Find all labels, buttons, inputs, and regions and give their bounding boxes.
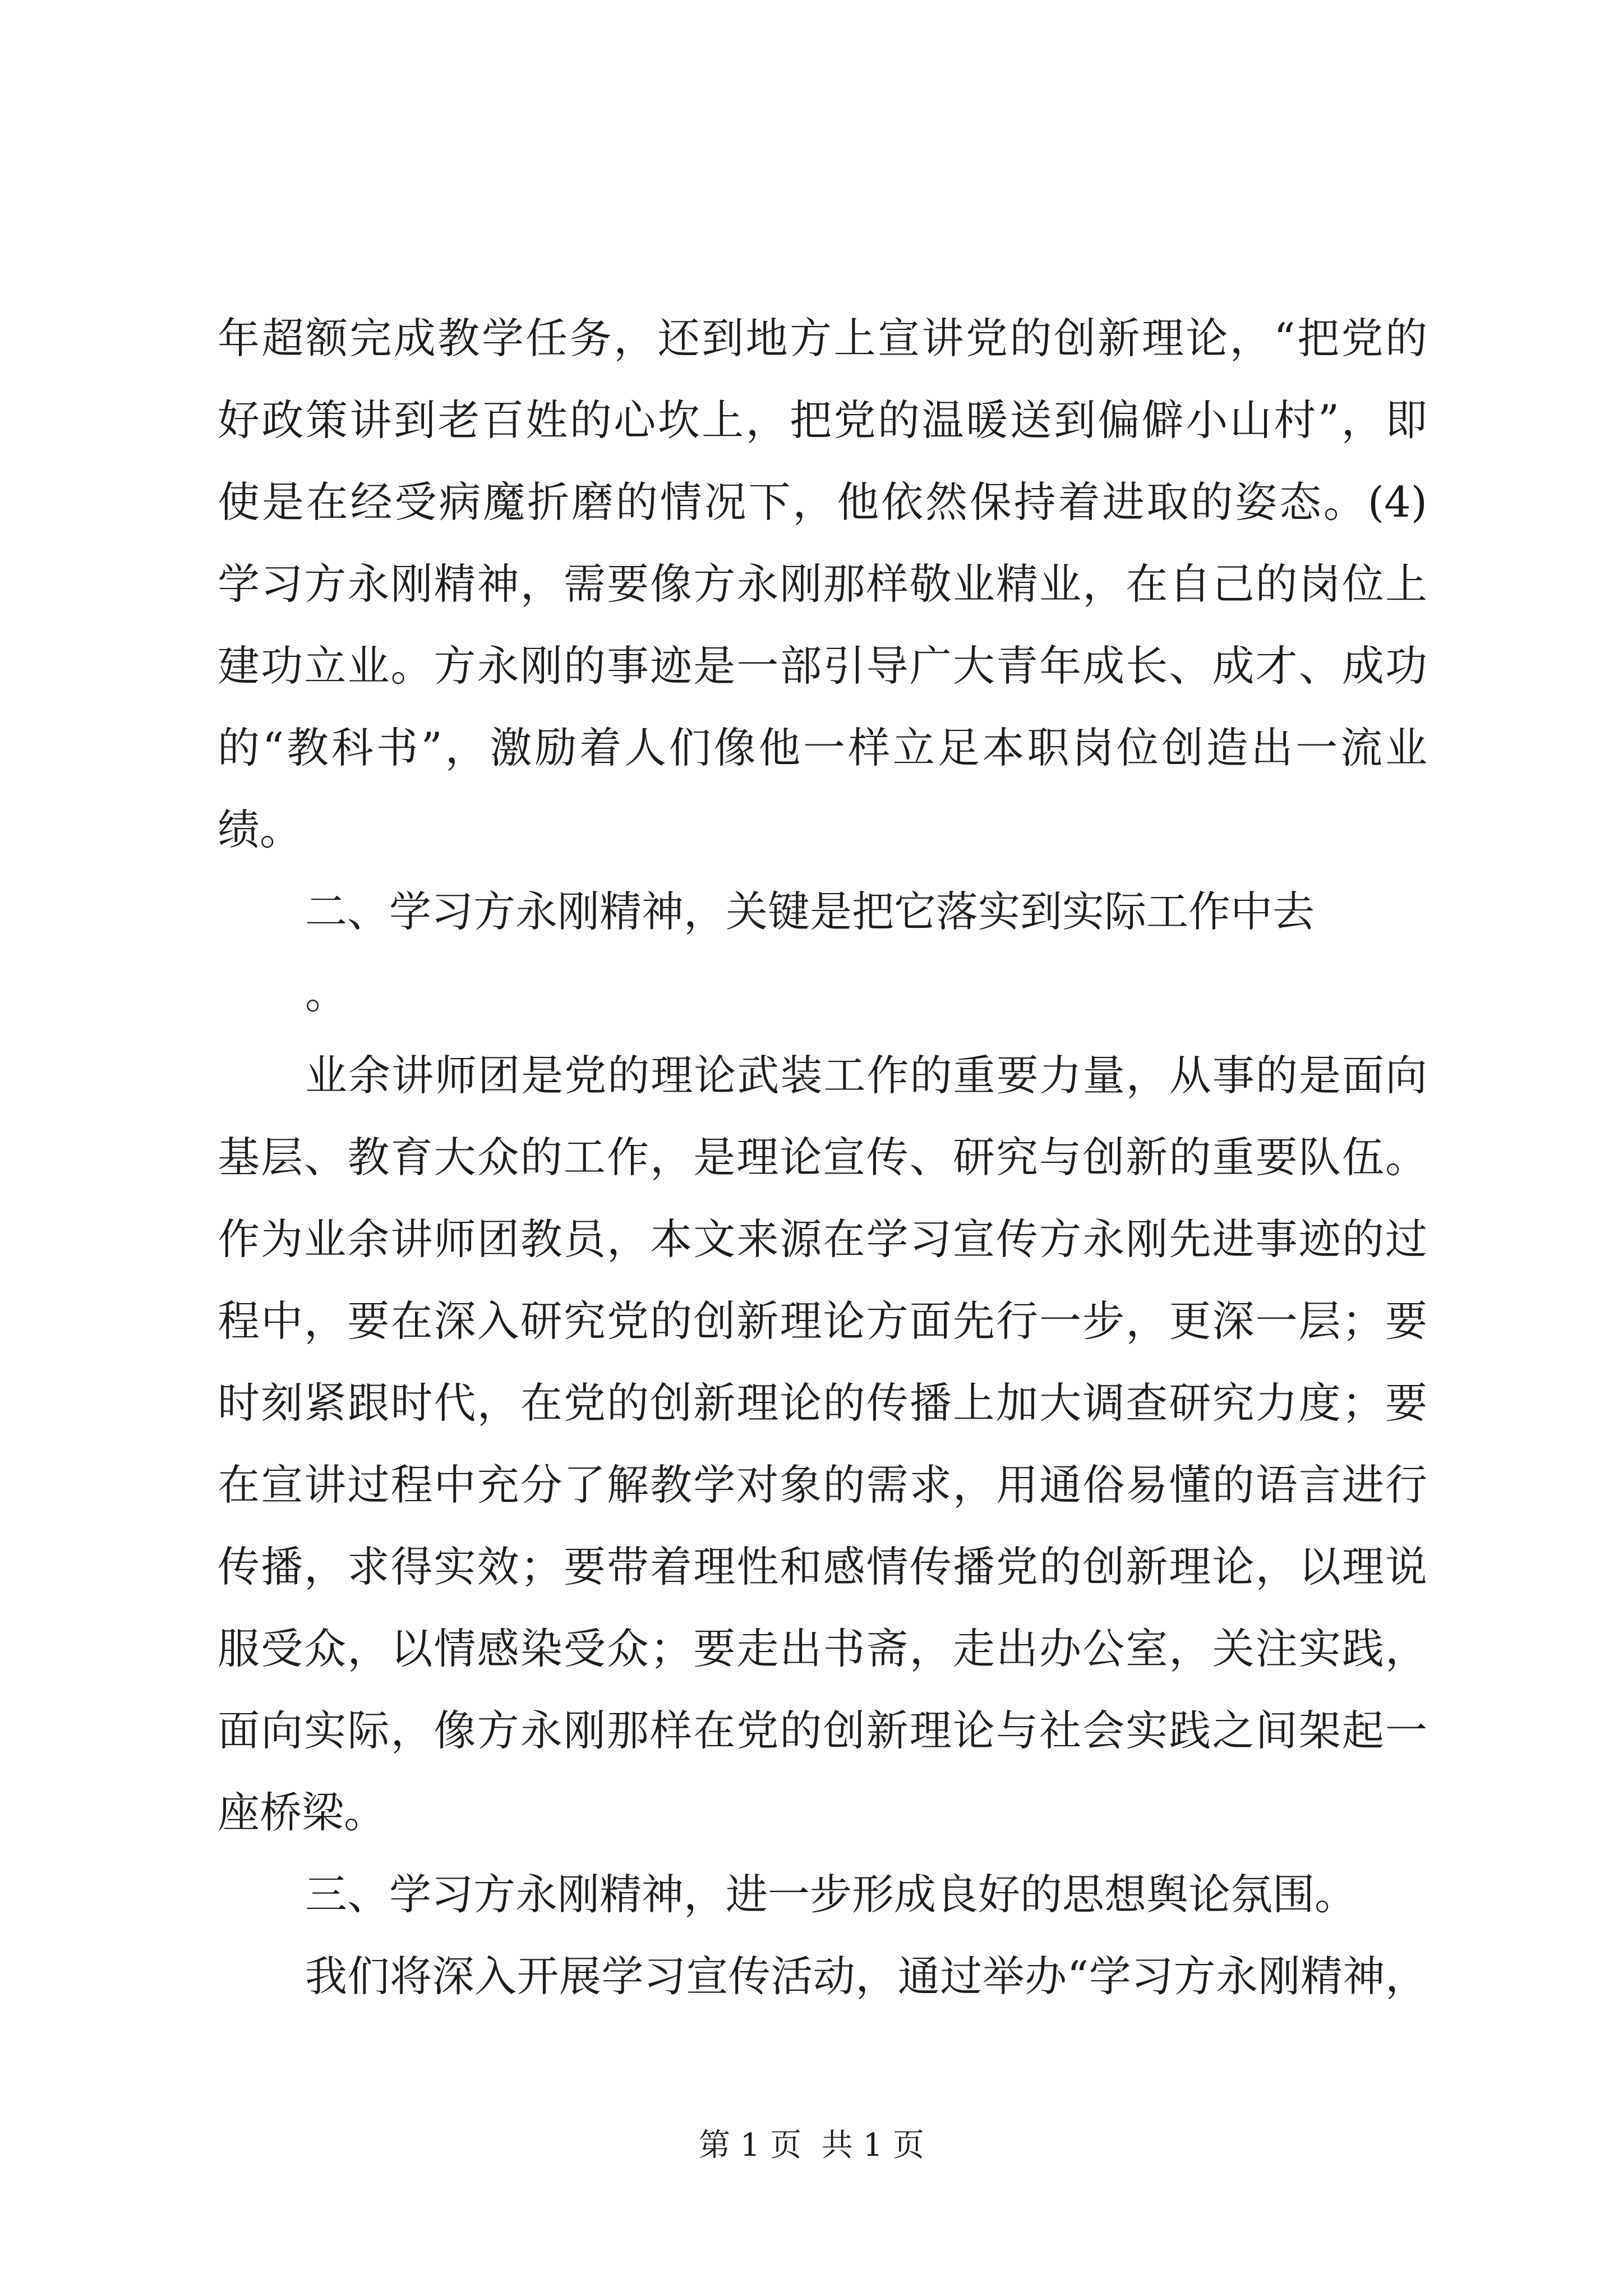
text-line: 使是在经受病魔折磨的情况下，他依然保持着进取的姿态。(4) [218, 477, 1427, 527]
text-line: 学习方永刚精神，需要像方永刚那样敬业精业，在自己的岗位上 [218, 559, 1427, 609]
text-line: 的“教科书”，激励着人们像他一样立足本职岗位创造出一流业 [218, 723, 1427, 772]
text-line: 基层、教育大众的工作，是理论宣传、研究与创新的重要队伍。 [218, 1133, 1427, 1182]
text-line: 建功立业。方永刚的事迹是一部引导广大青年成长、成才、成功 [218, 641, 1427, 691]
page-footer: 第 1 页 共 1 页 [698, 2127, 925, 2164]
section-heading: 二、学习方永刚精神，关键是把它落实到实际工作中去 [305, 887, 1315, 936]
text-line: 传播，求得实效；要带着理性和感情传播党的创新理论，以理说 [218, 1542, 1427, 1591]
text-line: 服受众，以情感染受众；要走出书斋，走出办公室，关注实践， [218, 1624, 1427, 1673]
section-heading: 三、学习方永刚精神，进一步形成良好的思想舆论氛围。 [305, 1870, 1357, 1919]
text-line: 业余讲师团是党的理论武装工作的重要力量，从事的是面向 [305, 1051, 1427, 1100]
text-line: 作为业余讲师团教员，本文来源在学习宣传方永刚先进事迹的过 [218, 1214, 1427, 1264]
text-line: 程中，要在深入研究党的创新理论方面先行一步，更深一层；要 [218, 1296, 1427, 1346]
text-line: 面向实际，像方永刚那样在党的创新理论与社会实践之间架起一 [218, 1706, 1427, 1755]
text-line: 时刻紧跟时代，在党的创新理论的传播上加大调查研究力度；要 [218, 1378, 1427, 1428]
text-line: 年超额完成教学任务，还到地方上宣讲党的创新理论，“把党的 [218, 314, 1427, 363]
text-line: 在宣讲过程中充分了解教学对象的需求，用通俗易懂的语言进行 [218, 1460, 1427, 1510]
document-body [218, 297, 1427, 2017]
text-line: 绩。 [218, 805, 302, 854]
text-line: 。 [305, 969, 348, 1018]
text-line: 座桥梁。 [218, 1788, 386, 1837]
text-line: 好政策讲到老百姓的心坎上，把党的温暖送到偏僻小山村”，即 [218, 395, 1427, 445]
text-line: 我们将深入开展学习宣传活动，通过举办“学习方永刚精神， [305, 1952, 1427, 2001]
